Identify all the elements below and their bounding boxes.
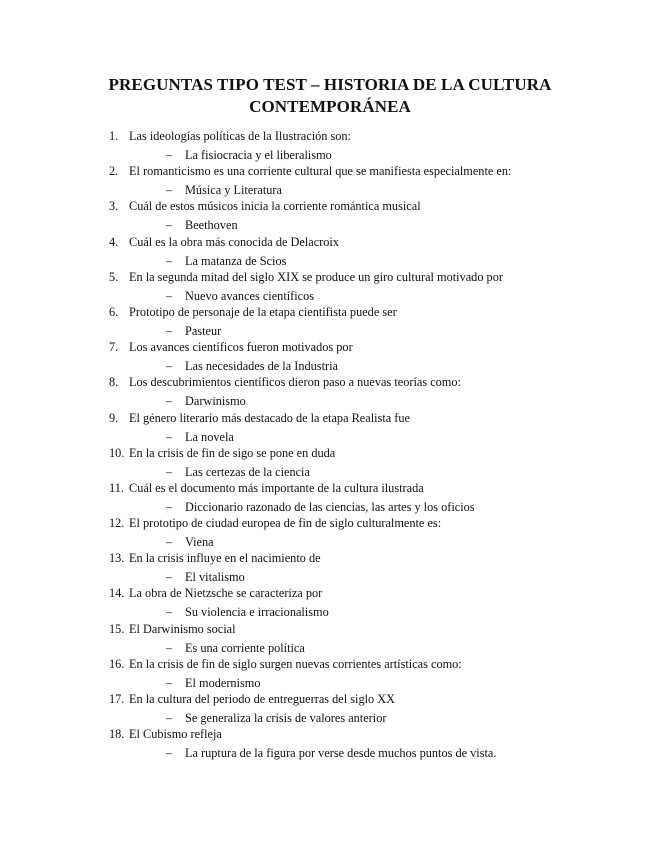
question-text: En la segunda mitad del siglo XIX se produce un giro cultural motivado por xyxy=(129,269,503,284)
answer-text: El vitalismo xyxy=(185,570,245,585)
question-item xyxy=(0,163,655,198)
question-text: El Darwinismo social xyxy=(129,621,236,636)
answer-bullet: – xyxy=(166,746,173,761)
question-item xyxy=(0,480,655,515)
question-text: Cuál es el documento más importante de la cultura ilustrada xyxy=(129,480,424,495)
answer-bullet: – xyxy=(166,183,173,198)
question-number: 9. xyxy=(109,410,119,425)
question-number: 16. xyxy=(109,656,125,671)
question-text: El romanticismo es una corriente cultural que se manifiesta especialmente en: xyxy=(129,164,512,179)
question-item xyxy=(0,128,655,163)
answer-text: Nuevo avances científicos xyxy=(185,288,315,303)
question-text: El Cubismo refleja xyxy=(129,727,222,742)
question-number: 15. xyxy=(109,621,125,636)
answer-bullet: – xyxy=(166,429,173,444)
question-number: 14. xyxy=(109,586,125,601)
question-text: En la cultura del periodo de entreguerras del siglo XX xyxy=(129,692,395,706)
answer-bullet: – xyxy=(166,675,173,690)
question-item xyxy=(0,234,655,269)
question-text: Los descubrimientos científicos dieron paso a nuevas teorías como: xyxy=(129,375,461,390)
question-text: En la crisis influye en el nacimiento de xyxy=(129,551,321,566)
question-number: 6. xyxy=(109,304,119,319)
answer-text: Las necesidades de la Industria xyxy=(185,359,338,374)
answer-bullet: – xyxy=(166,464,173,479)
answer-text: Su violencia e irracionalismo xyxy=(185,605,329,620)
question-number: 11. xyxy=(109,480,124,495)
question-text: Cuál es la obra más conocida de Delacroix xyxy=(129,234,339,249)
answer-text: Darwinismo xyxy=(185,394,246,409)
question-number: 8. xyxy=(109,375,119,390)
answer-bullet: – xyxy=(166,253,173,268)
question-text: Los avances científicos fueron motivados por xyxy=(129,340,353,355)
answer-bullet: – xyxy=(166,640,173,655)
document-title xyxy=(60,74,600,118)
answer-bullet: – xyxy=(166,394,173,409)
answer-text: Se generaliza la crisis de valores anterior xyxy=(185,711,387,725)
question-text: El género literario más destacado de la etapa Realista fue xyxy=(129,410,410,425)
question-number: 12. xyxy=(109,516,125,531)
question-text: En la crisis de fin de siglo surgen nuevas corrientes artísticas como: xyxy=(129,656,462,671)
question-item xyxy=(0,550,655,585)
answer-text: La ruptura de la figura por verse desde muchos puntos de vista. xyxy=(185,746,497,761)
answer-text: Música y Literatura xyxy=(185,183,282,198)
question-item xyxy=(0,269,655,304)
question-item xyxy=(0,198,655,233)
question-number: 2. xyxy=(109,164,119,179)
question-number: 4. xyxy=(109,234,119,249)
question-text: La obra de Nietzsche se caracteriza por xyxy=(129,586,323,601)
answer-text: Pasteur xyxy=(185,323,222,338)
question-number: 3. xyxy=(109,199,119,214)
question-number: 5. xyxy=(109,269,119,284)
question-item xyxy=(0,304,655,339)
question-number: 13. xyxy=(109,551,125,566)
question-number: 1. xyxy=(109,129,119,143)
answer-text: La novela xyxy=(185,429,234,444)
question-item xyxy=(0,339,655,374)
title-line-2: CONTEMPORÁNEA xyxy=(249,97,411,116)
question-item xyxy=(0,621,655,656)
question-list xyxy=(0,128,655,761)
question-text: El prototipo de ciudad europea de fin de siglo culturalmente es: xyxy=(129,516,442,531)
question-item xyxy=(0,691,655,726)
question-item xyxy=(0,585,655,620)
answer-bullet: – xyxy=(166,535,173,550)
question-item xyxy=(0,656,655,691)
question-number: 7. xyxy=(109,340,119,355)
answer-bullet: – xyxy=(166,218,173,233)
question-number: 18. xyxy=(109,727,125,742)
answer-text: La fisiocracia y el liberalismo xyxy=(185,148,332,162)
answer-bullet: – xyxy=(166,323,173,338)
answer-bullet: – xyxy=(166,711,173,725)
question-text: En la crisis de fin de sigo se pone en duda xyxy=(129,445,336,460)
question-item xyxy=(0,515,655,550)
answer-text: Viena xyxy=(185,535,214,550)
question-item xyxy=(0,410,655,445)
answer-bullet: – xyxy=(166,605,173,620)
answer-text: Diccionario razonado de las ciencias, las artes y los oficios xyxy=(185,499,475,514)
question-number: 17. xyxy=(109,692,125,706)
answer-text: Las certezas de la ciencia xyxy=(185,464,310,479)
answer-bullet: – xyxy=(166,499,173,514)
answer-bullet: – xyxy=(166,148,173,162)
question-number: 10. xyxy=(109,445,125,460)
answer-bullet: – xyxy=(166,570,173,585)
answer-bullet: – xyxy=(166,359,173,374)
question-item xyxy=(0,374,655,409)
answer-text: El modernismo xyxy=(185,675,261,690)
answer-bullet: – xyxy=(166,288,173,303)
answer-text: Es una corriente política xyxy=(185,640,305,655)
question-text: Prototipo de personaje de la etapa cientifista puede ser xyxy=(129,304,397,319)
title-line-1: PREGUNTAS TIPO TEST – HISTORIA DE LA CULTURA xyxy=(108,75,552,94)
question-text: Las ideologías políticas de la Ilustración son: xyxy=(129,129,351,143)
question-text: Cuál de estos músicos inicia la corriente romántica musical xyxy=(129,199,421,214)
question-item xyxy=(0,726,655,761)
answer-text: La matanza de Scios xyxy=(185,253,287,268)
answer-text: Beethoven xyxy=(185,218,238,233)
question-item xyxy=(0,445,655,480)
